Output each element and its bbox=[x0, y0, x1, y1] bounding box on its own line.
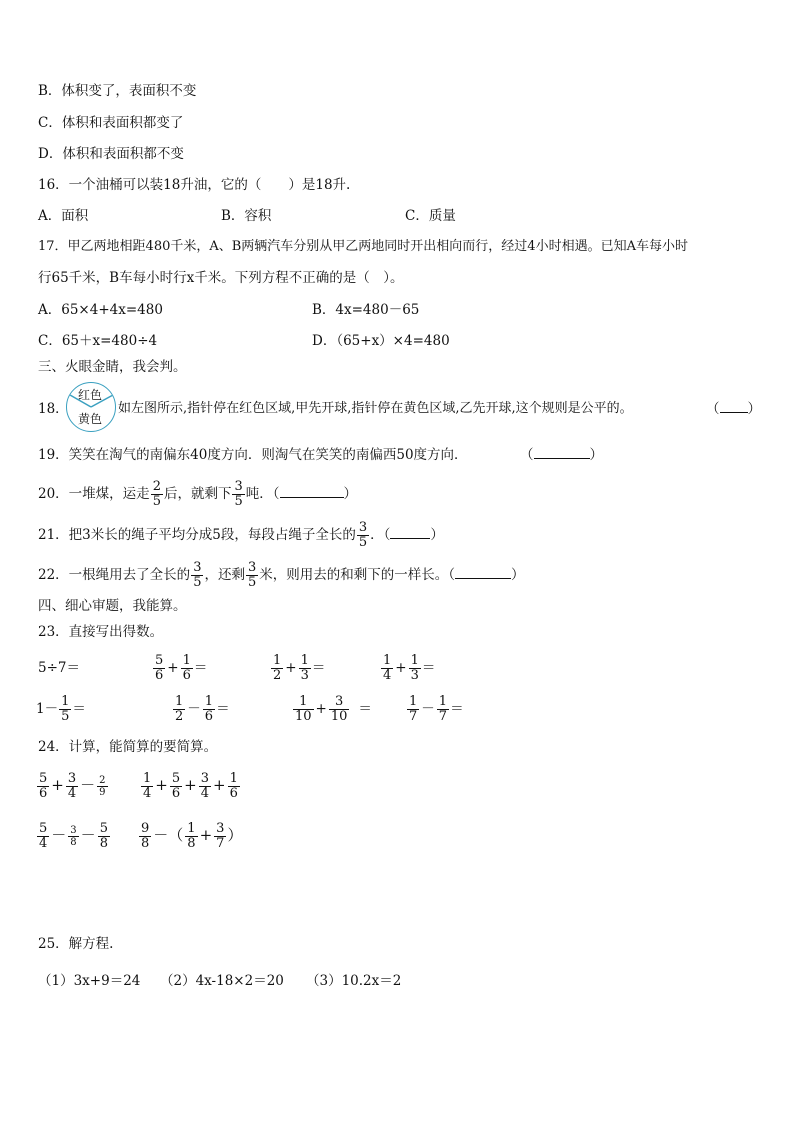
numerator: 1 bbox=[229, 770, 238, 786]
q15-option-c: C．体积和表面积都变了 bbox=[38, 115, 184, 131]
operator: + bbox=[315, 701, 327, 717]
q24-expr-3 bbox=[36, 815, 111, 855]
q16-stem: 16．一个油桶可以装18升油，它的（ ）是18升. bbox=[38, 177, 351, 193]
numerator: 1 bbox=[299, 694, 308, 709]
numerator: 5 bbox=[39, 820, 48, 836]
denominator: 4 bbox=[67, 785, 77, 801]
q22-text-c: 米，则用去的和剩下的一样长。（ bbox=[259, 567, 455, 583]
fraction bbox=[214, 822, 226, 851]
fraction bbox=[437, 695, 449, 724]
q22-stem bbox=[38, 557, 525, 593]
q15-option-d: D．体积和表面积都不变 bbox=[38, 146, 184, 162]
spinner-yellow-label: 黄色 bbox=[78, 412, 103, 426]
denominator: 10 bbox=[295, 709, 312, 724]
numerator: 3 bbox=[334, 694, 344, 709]
operator: + bbox=[199, 826, 213, 844]
numerator: 9 bbox=[141, 820, 150, 836]
denominator: 8 bbox=[187, 835, 196, 851]
q16-option-c: C．质量 bbox=[405, 208, 456, 224]
fraction bbox=[139, 822, 151, 851]
denominator: 6 bbox=[204, 709, 214, 724]
denominator: 6 bbox=[155, 668, 164, 683]
q23-item-5 bbox=[36, 691, 86, 727]
numerator: 5 bbox=[155, 653, 164, 668]
q23-item-1: 5÷7＝ bbox=[38, 660, 80, 676]
numerator: 1 bbox=[438, 694, 448, 709]
q22-answer-blank[interactable] bbox=[455, 566, 511, 579]
q22-text-a: 22．一根绳用去了全长的 bbox=[38, 567, 191, 583]
q17-stem-line2: 行65千米，B车每小时行x千米。下列方程不正确的是（ ）。 bbox=[38, 270, 404, 286]
denominator: 6 bbox=[229, 785, 238, 801]
q23-item-8 bbox=[406, 691, 464, 727]
fraction bbox=[97, 775, 107, 798]
fraction bbox=[191, 561, 203, 590]
q17-option-b: B．4x=480－65 bbox=[312, 302, 420, 318]
q21-stem bbox=[38, 517, 444, 553]
close-paren: ） bbox=[227, 826, 243, 844]
operator: + bbox=[155, 776, 168, 794]
q19-stem: 19．笑笑在淘气的南偏东40度方向．则淘气在笑笑的南偏西50度方向． bbox=[38, 447, 468, 463]
q22-text-d: ） bbox=[511, 567, 525, 583]
equals: ＝ bbox=[421, 660, 436, 676]
fraction bbox=[151, 480, 163, 509]
q23-title: 23．直接写出得数。 bbox=[38, 624, 164, 640]
spinner-red-label: 红色 bbox=[78, 388, 103, 402]
numerator: 2 bbox=[152, 479, 161, 494]
numerator: 1 bbox=[187, 820, 196, 836]
operator: － bbox=[51, 826, 67, 844]
denominator: 3 bbox=[410, 668, 419, 683]
denominator: 4 bbox=[39, 835, 48, 851]
q18-number: 18． bbox=[38, 401, 69, 417]
q21-text-b: ．（ bbox=[370, 527, 391, 543]
spinner-figure bbox=[66, 382, 116, 432]
q23-item-6 bbox=[172, 691, 230, 727]
denominator: 6 bbox=[182, 668, 191, 683]
numerator: 1 bbox=[204, 694, 214, 709]
numerator: 3 bbox=[67, 770, 77, 786]
fraction bbox=[59, 695, 71, 724]
fraction bbox=[329, 695, 350, 724]
denominator: 5 bbox=[193, 575, 202, 590]
denominator: 2 bbox=[175, 709, 184, 724]
denominator: 6 bbox=[171, 785, 181, 801]
fraction bbox=[407, 695, 419, 724]
q24-expr-2 bbox=[140, 765, 241, 805]
fraction bbox=[232, 480, 244, 509]
q23-item-2 bbox=[152, 650, 207, 686]
q20-stem bbox=[38, 476, 357, 512]
numerator: 5 bbox=[171, 770, 181, 786]
denominator: 8 bbox=[99, 835, 108, 851]
fraction bbox=[37, 822, 49, 851]
numerator: 1 bbox=[410, 653, 419, 668]
denominator: 3 bbox=[300, 668, 309, 683]
q22-text-b: ，还剩 bbox=[204, 567, 245, 583]
numerator: 3 bbox=[70, 824, 77, 836]
q16-option-b: B．容积 bbox=[221, 208, 272, 224]
numerator: 1 bbox=[143, 770, 152, 786]
fraction bbox=[199, 772, 211, 801]
equals: ＝ bbox=[216, 701, 230, 717]
fraction bbox=[409, 654, 421, 683]
denominator: 10 bbox=[330, 709, 348, 724]
q23-item-7 bbox=[292, 691, 372, 727]
q17-stem-line1: 17．甲乙两地相距480千米，A、B两辆汽车分别从甲乙两地同时开出相向而行，经过4小时相遇。已知A车每小时 bbox=[38, 239, 688, 254]
denominator: 7 bbox=[409, 709, 418, 724]
equals: ＝ bbox=[193, 660, 208, 676]
numerator: 2 bbox=[99, 774, 106, 786]
paren-left: （ bbox=[520, 447, 534, 463]
q18-answer-blank[interactable] bbox=[706, 400, 761, 418]
denominator: 7 bbox=[216, 835, 225, 851]
paren-right: ） bbox=[747, 401, 761, 417]
q24-expr-4 bbox=[138, 815, 242, 855]
q19-answer-blank[interactable] bbox=[520, 446, 603, 464]
numerator: 3 bbox=[358, 520, 368, 535]
fraction bbox=[293, 695, 314, 724]
q16-option-a: A．面积 bbox=[38, 208, 89, 224]
q25-equation-1: （1）3x+9＝24 bbox=[38, 973, 141, 989]
q25-equation-3: （3）10.2x＝2 bbox=[306, 973, 402, 989]
numerator: 5 bbox=[39, 770, 48, 786]
numerator: 3 bbox=[200, 770, 209, 786]
numerator: 3 bbox=[234, 479, 243, 494]
fraction bbox=[98, 822, 110, 851]
fraction bbox=[37, 772, 49, 801]
denominator: 7 bbox=[438, 709, 448, 724]
operator: －（ bbox=[153, 826, 184, 844]
q25-title: 25．解方程. bbox=[38, 936, 114, 952]
q17-option-d: D．（65+x）×4=480 bbox=[312, 333, 450, 349]
numerator: 1 bbox=[273, 653, 282, 668]
q15-option-b: B．体积变了，表面积不变 bbox=[38, 83, 197, 99]
operator: + bbox=[51, 776, 64, 794]
equals: ＝ bbox=[311, 660, 326, 676]
fraction bbox=[228, 772, 240, 801]
q20-text-d: ） bbox=[343, 486, 357, 502]
operator: － bbox=[187, 701, 201, 717]
numerator: 5 bbox=[99, 820, 108, 836]
operator: － bbox=[421, 701, 435, 717]
equals: ＝ bbox=[450, 701, 464, 717]
q17-option-c: C．65＋x=480÷4 bbox=[38, 333, 158, 349]
fraction bbox=[381, 654, 393, 683]
q24-title: 24．计算，能简算的要简算。 bbox=[38, 739, 218, 755]
denominator: 5 bbox=[234, 494, 243, 509]
denominator: 5 bbox=[152, 494, 161, 509]
denominator: 8 bbox=[141, 835, 150, 851]
numerator: 3 bbox=[247, 560, 257, 575]
fraction bbox=[66, 772, 78, 801]
fraction bbox=[246, 561, 258, 590]
numerator: 1 bbox=[300, 653, 309, 668]
numerator: 1 bbox=[409, 694, 418, 709]
q21-text-a: 21．把3米长的绳子平均分成5段，每段占绳子全长的 bbox=[38, 527, 356, 543]
fraction bbox=[203, 695, 215, 724]
blank-line bbox=[720, 400, 748, 413]
denominator: 4 bbox=[200, 785, 209, 801]
equals: ＝ bbox=[72, 701, 86, 717]
fraction bbox=[181, 654, 193, 683]
operator: － bbox=[80, 826, 96, 844]
q20-answer-blank[interactable] bbox=[280, 485, 344, 498]
denominator: 5 bbox=[61, 709, 70, 724]
blank-line bbox=[534, 446, 590, 459]
section-3-heading: 三、火眼金睛，我会判。 bbox=[38, 359, 187, 375]
numerator: 1 bbox=[383, 653, 392, 668]
denominator: 4 bbox=[143, 785, 152, 801]
numerator: 1 bbox=[175, 694, 184, 709]
fraction bbox=[173, 695, 185, 724]
fraction bbox=[68, 825, 78, 848]
prefix: 1－ bbox=[36, 701, 59, 717]
q23-item-3 bbox=[270, 650, 325, 686]
operator: + bbox=[285, 660, 297, 676]
q21-answer-blank[interactable] bbox=[390, 526, 430, 539]
q17-option-a: A．65×4+4x=480 bbox=[38, 302, 163, 318]
numerator: 3 bbox=[193, 560, 202, 575]
fraction bbox=[357, 521, 369, 550]
denominator: 8 bbox=[70, 836, 77, 848]
operator: + bbox=[184, 776, 197, 794]
fraction bbox=[153, 654, 165, 683]
fraction bbox=[271, 654, 283, 683]
q20-text-b: 后，就剩下 bbox=[163, 486, 232, 502]
operator: + bbox=[395, 660, 407, 676]
fraction bbox=[170, 772, 182, 801]
operator: + bbox=[213, 776, 226, 794]
q25-equation-2: （2）4x-18×2＝20 bbox=[160, 973, 284, 989]
q20-text-a: 20．一堆煤，运走 bbox=[38, 486, 150, 502]
denominator: 9 bbox=[99, 786, 106, 798]
numerator: 3 bbox=[216, 820, 225, 836]
paren-right: ） bbox=[589, 447, 603, 463]
q21-text-c: ） bbox=[430, 527, 444, 543]
numerator: 1 bbox=[61, 694, 70, 709]
q23-item-4 bbox=[380, 650, 435, 686]
section-4-heading: 四、细心审题，我能算。 bbox=[38, 598, 187, 614]
numerator: 1 bbox=[182, 653, 191, 668]
denominator: 5 bbox=[358, 535, 368, 550]
operator: + bbox=[167, 660, 179, 676]
operator: － bbox=[80, 776, 96, 794]
paren-left: （ bbox=[706, 401, 720, 417]
fraction bbox=[299, 654, 311, 683]
q24-expr-1 bbox=[36, 765, 109, 805]
q18-stem: 如左图所示,指针停在红色区域,甲先开球,指针停在黄色区域,乙先开球,这个规则是公平的。 bbox=[118, 401, 633, 416]
fraction bbox=[185, 822, 197, 851]
denominator: 6 bbox=[39, 785, 48, 801]
q20-text-c: 吨．（ bbox=[245, 486, 280, 502]
equals: ＝ bbox=[358, 701, 372, 717]
denominator: 5 bbox=[247, 575, 257, 590]
denominator: 2 bbox=[273, 668, 282, 683]
fraction bbox=[141, 772, 153, 801]
denominator: 4 bbox=[383, 668, 392, 683]
